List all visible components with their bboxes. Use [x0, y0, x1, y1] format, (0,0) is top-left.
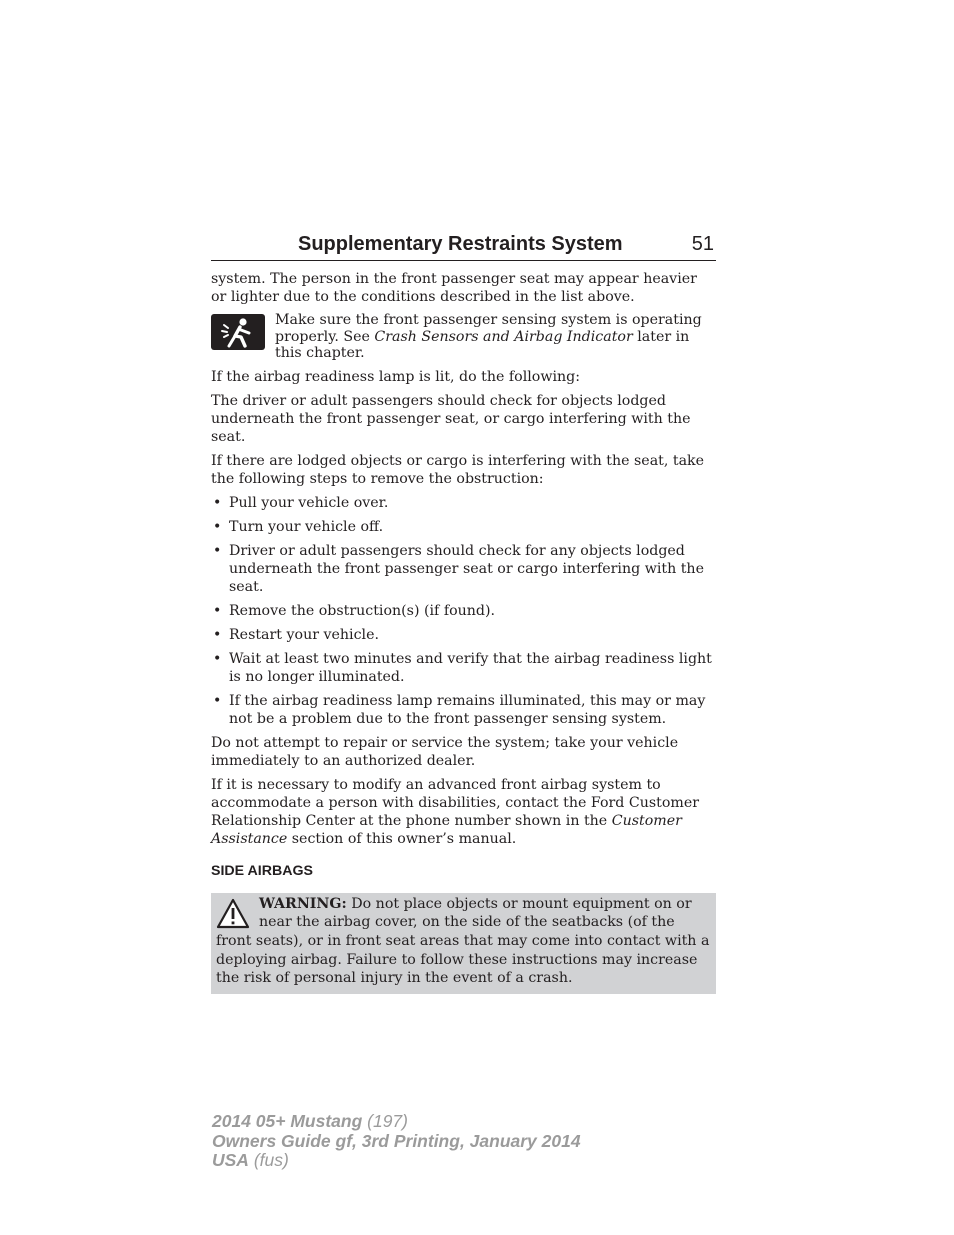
- list-item-text: Restart your vehicle.: [229, 626, 379, 643]
- footer-line-2: [212, 1132, 581, 1152]
- footer-model: 2014 05+ Mustang: [212, 1111, 363, 1131]
- modify-text-start: If it is necessary to modify an advanced front airbag system to accommodate a person with disabilities, contact the Ford Customer Relationship Center at the phone number shown in the: [211, 776, 700, 829]
- crash-sensors-reference: Crash Sensors and Airbag Indicator: [374, 328, 633, 345]
- bullet-icon: •: [213, 542, 222, 559]
- note-text: [275, 312, 716, 362]
- list-item-text: Remove the obstruction(s) (if found).: [229, 602, 496, 619]
- note-block: [211, 312, 716, 362]
- page-header: [211, 228, 716, 261]
- intro-paragraph: system. The person in the front passenger seat may appear heavier or lighter due to the conditions described in the list above.: [211, 271, 697, 305]
- list-item-text: Turn your vehicle off.: [229, 518, 384, 535]
- chapter-title: Supplementary Restraints System: [298, 233, 623, 255]
- warning-text: Do not place objects or mount equipment on or near the airbag cover, on the side of the seatbacks (of the front seats), or in front seat areas that may come into contact with a deploying airbag. Failure to follow these instructions may increase the risk of personal injury in the event of a crash.: [216, 895, 710, 987]
- manual-page: [211, 228, 716, 994]
- list-item-text: Driver or adult passengers should check for any objects lodged underneath the front passenger seat or cargo interfering with the seat.: [229, 542, 704, 595]
- bullet-icon: •: [213, 494, 222, 511]
- list-item: [211, 542, 716, 596]
- airbag-passenger-icon: [211, 314, 265, 350]
- note-text-end: later in this chapter.: [275, 328, 690, 361]
- paragraph-modify-airbag: [211, 776, 716, 848]
- modify-text-end: section of this owner’s manual.: [287, 830, 517, 847]
- steps-list: [211, 494, 716, 728]
- list-item: [211, 692, 716, 728]
- paragraph-steps-intro: If there are lodged objects or cargo is interfering with the seat, take the following steps to remove the obstruction:: [211, 452, 705, 487]
- paragraph-check-objects: The driver or adult passengers should check for objects lodged underneath the front passenger seat, or cargo interfering with the seat.: [211, 392, 691, 445]
- warning-label: WARNING:: [259, 895, 347, 912]
- list-item-text: If the airbag readiness lamp remains illuminated, this may or may not be a problem due to the front passenger sensing system.: [229, 692, 706, 727]
- footer-market: USA: [212, 1150, 249, 1170]
- footer-market-code: (fus): [248, 1150, 289, 1170]
- bullet-icon: •: [213, 650, 222, 667]
- paragraph-do-not-repair: Do not attempt to repair or service the system; take your vehicle immediately to an authorized dealer.: [211, 734, 679, 769]
- paragraph-lamp-lit: If the airbag readiness lamp is lit, do the following:: [211, 368, 581, 385]
- footer-line-3: [212, 1151, 581, 1171]
- bullet-icon: •: [213, 626, 222, 643]
- warning-triangle-icon: [216, 897, 250, 931]
- footer-model-code: (197): [362, 1111, 408, 1131]
- section-heading: SIDE AIRBAGS: [211, 862, 313, 879]
- list-item-text: Wait at least two minutes and verify that the airbag readiness light is no longer illuminated.: [229, 650, 712, 685]
- bullet-icon: •: [213, 602, 222, 619]
- footer-line-1: [212, 1112, 581, 1132]
- bullet-icon: •: [213, 518, 222, 535]
- bullet-icon: •: [213, 692, 222, 709]
- list-item: [211, 494, 716, 512]
- footer-printing: Owners Guide gf, 3rd Printing, January 2014: [212, 1130, 581, 1151]
- warning-box: [211, 893, 716, 995]
- customer-assistance-reference: Customer Assistance: [211, 812, 682, 847]
- list-item-text: Pull your vehicle over.: [229, 494, 389, 511]
- page-footer: [212, 1112, 581, 1171]
- page-number: 51: [691, 233, 714, 255]
- list-item: [211, 650, 716, 686]
- list-item: [211, 602, 716, 620]
- list-item: [211, 626, 716, 644]
- note-text-start: Make sure the front passenger sensing system is operating properly. See: [275, 312, 702, 345]
- list-item: [211, 518, 716, 536]
